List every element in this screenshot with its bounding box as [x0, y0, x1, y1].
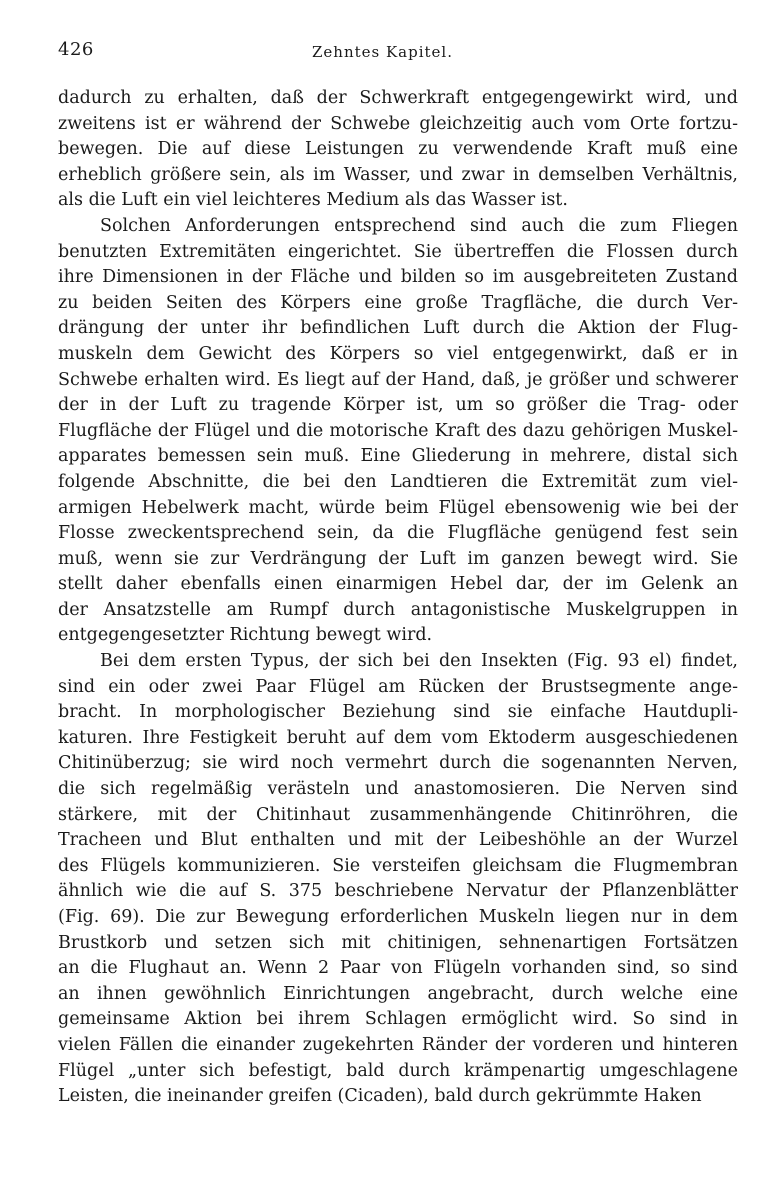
text-line: muskeln dem Gewicht des Körpers so viel entgegenwirkt, daß er in [58, 343, 738, 364]
text-line: zu beiden Seiten des Körpers eine große Tragfläche, die durch Ver- [58, 292, 738, 313]
text-line: (Fig. 69). Die zur Bewegung erforderlichen Muskeln liegen nur in dem [58, 907, 738, 927]
running-title: Zehntes Kapitel. [311, 43, 453, 61]
text-line: ähnlich wie die auf S. 375 beschriebene Nervatur der Pflanzenblätter [58, 881, 738, 902]
text-line: Flügel „unter sich befestigt, bald durch krämpenartig umgeschlagene [58, 1060, 738, 1081]
text-line: apparates bemessen sein muß. Eine Gliederung in mehrere, distal sich [58, 446, 738, 467]
text-line: Bei dem ersten Typus, der sich bei den Insekten (Fig. 93 el) findet, [100, 651, 738, 672]
text-line: benutzten Extremitäten eingerichtet. Sie übertreffen die Flossen durch [58, 241, 738, 262]
paragraph [58, 86, 738, 214]
text-line: Chitinüberzug; sie wird noch vermehrt durch die sogenannten Nerven, [58, 753, 738, 774]
text-line: drängung der unter ihr befindlichen Luft durch die Aktion der Flug- [58, 318, 738, 339]
text-line: dadurch zu erhalten, daß der Schwerkraft entgegengewirkt wird, und [58, 88, 738, 108]
text-line: muß, wenn sie zur Verdrängung der Luft im ganzen bewegt wird. Sie [58, 548, 738, 569]
text-line: bracht. In morphologischer Beziehung sind sie einfache Hautdupli- [58, 702, 738, 723]
text-line: Schwebe erhalten wird. Es liegt auf der Hand, daß, je größer und schwerer [58, 369, 738, 390]
text-line: der in der Luft zu tragende Körper ist, um so größer die Trag- oder [58, 395, 738, 416]
text-line: der Ansatzstelle am Rumpf durch antagonistische Muskelgruppen in [58, 599, 738, 620]
text-line: folgende Abschnitte, die bei den Landtieren die Extremität zum viel- [58, 471, 738, 492]
text-line: bewegen. Die auf diese Leistungen zu verwendende Kraft muß eine [58, 139, 738, 160]
text-line: stärkere, mit der Chitinhaut zusammenhängende Chitinröhren, die [58, 804, 738, 825]
text-line: zweitens ist er während der Schwebe gleichzeitig auch vom Orte fortzu- [58, 113, 738, 134]
text-line: Leisten, die ineinander greifen (Cicaden), bald durch gekrümmte Haken [58, 1086, 702, 1107]
text-line: stellt daher ebenfalls einen einarmigen Hebel dar, der im Gelenk an [58, 574, 738, 595]
text-line: ihre Dimensionen in der Fläche und bilden so im ausgebreiteten Zustand [58, 267, 738, 288]
text-line: die sich regelmäßig verästeln und anastomosieren. Die Nerven sind [58, 779, 738, 800]
text-line: Tracheen und Blut enthalten und mit der Leibeshöhle an der Wurzel [58, 830, 738, 851]
text-line: Brustkorb und setzen sich mit chitinigen, sehnenartigen Fortsätzen [58, 932, 738, 953]
text-line: des Flügels kommunizieren. Sie versteifen gleichsam die Flugmembran [58, 855, 738, 876]
text-line: sind ein oder zwei Paar Flügel am Rücken der Brustsegmente ange- [58, 676, 738, 697]
text-line: entgegengesetzter Richtung bewegt wird. [58, 625, 433, 646]
text-line: katuren. Ihre Festigkeit beruht auf dem vom Ektoderm ausgeschiedenen [58, 727, 738, 748]
paragraph [58, 649, 738, 1110]
text-line: erheblich größere sein, als im Wasser, und zwar in demselben Verhältnis, [58, 164, 738, 185]
page-number: 426 [58, 39, 94, 60]
text-line: gemeinsame Aktion bei ihrem Schlagen ermöglicht wird. So sind in [58, 1009, 738, 1030]
text-line: armigen Hebelwerk macht, würde beim Flügel ebensowenig wie bei der [58, 497, 738, 518]
text-line: als die Luft ein viel leichteres Medium als das Wasser ist. [58, 190, 568, 211]
text-line: an ihnen gewöhnlich Einrichtungen angebracht, durch welche eine [58, 983, 738, 1004]
body-text [58, 86, 738, 1110]
text-line: Flugfläche der Flügel und die motorische Kraft des dazu gehörigen Muskel- [58, 420, 738, 441]
text-line: Solchen Anforderungen entsprechend sind auch die zum Fliegen [100, 215, 738, 236]
text-line: Flosse zweckentsprechend sein, da die Flugfläche genügend fest sein [58, 523, 738, 544]
text-line: vielen Fällen die einander zugekehrten Ränder der vorderen und hinteren [58, 1034, 738, 1055]
paragraph [58, 214, 738, 649]
text-line: an die Flughaut an. Wenn 2 Paar von Flügeln vorhanden sind, so sind [58, 958, 738, 979]
